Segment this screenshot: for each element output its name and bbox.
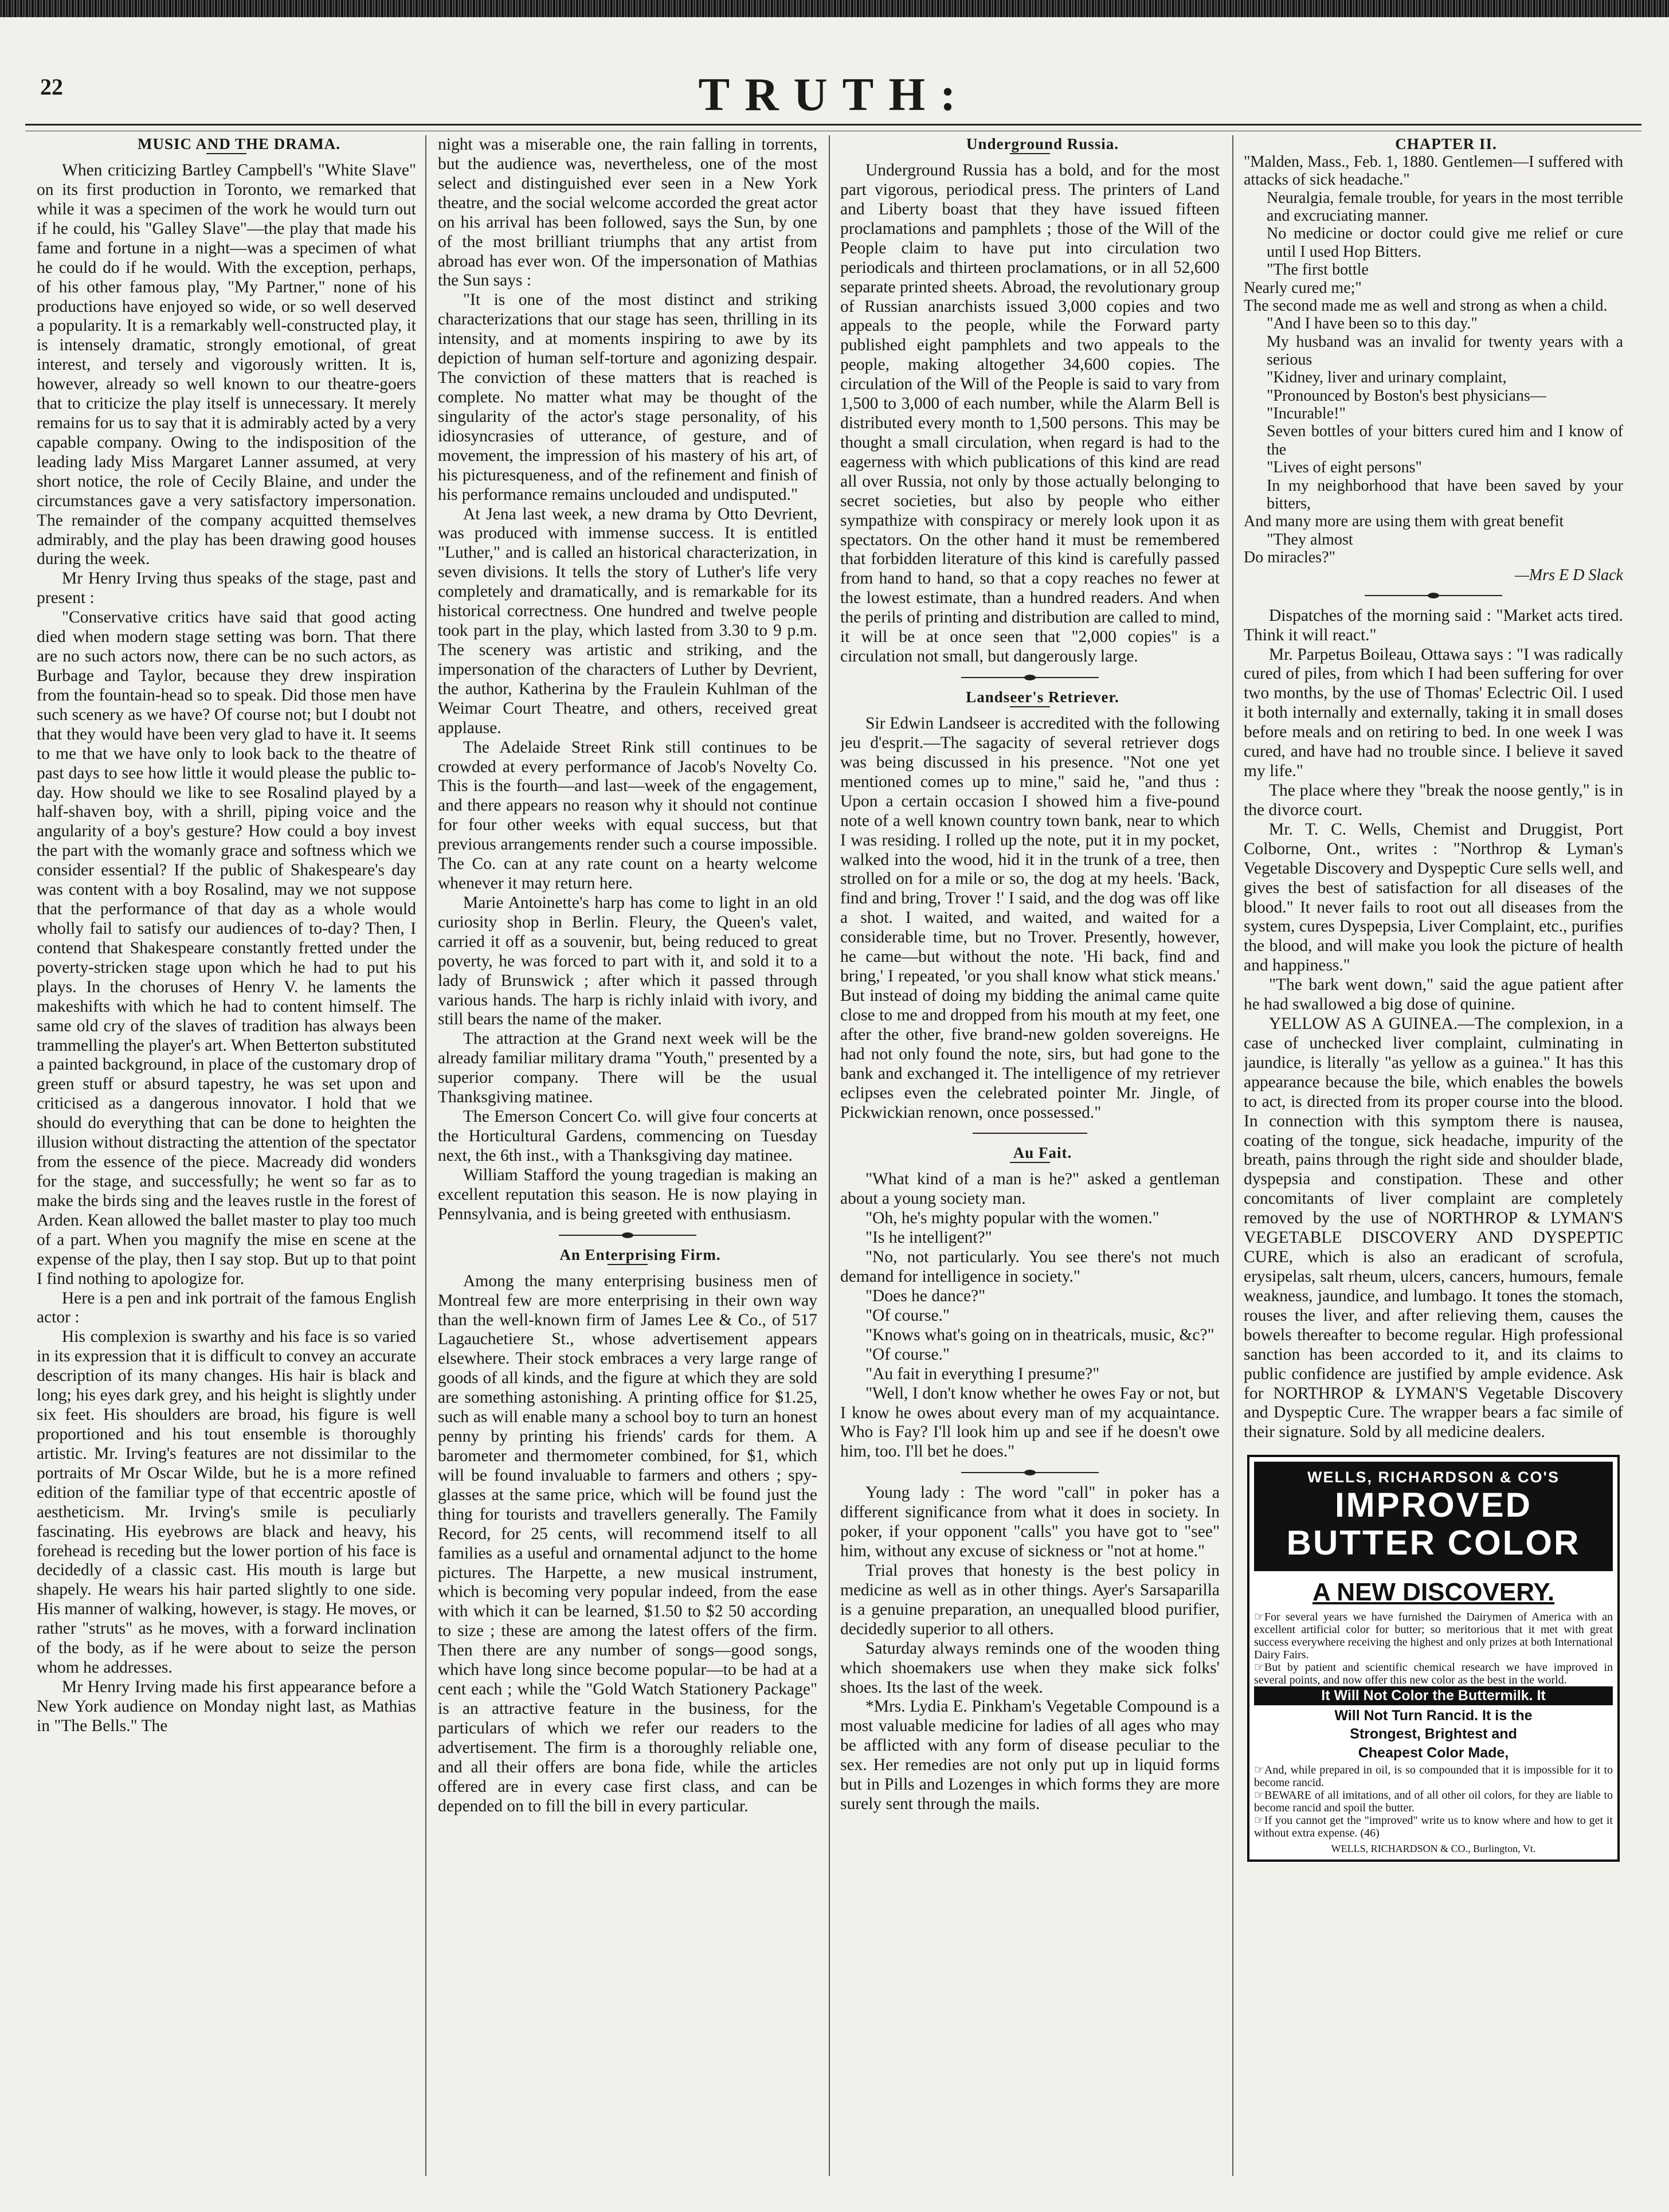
poem-line: And many more are using them with great benefit [1244, 512, 1564, 531]
ad-body-text: ☞But by patient and scientific chemical research we have improved in several points, and now offer this new color as the best in the world. [1254, 1661, 1613, 1686]
poem-line: The second made me as well and strong as when a child. [1244, 296, 1608, 315]
article-paragraph: William Stafford the young tragedian is making an excellent reputation this season. He is now playing in Pennsylvania, and is being greeted with enthusiasm. [438, 1165, 817, 1223]
ad-body-text: ☞And, while prepared in oil, is so compounded that it is impossible for it to become rancid. [1254, 1763, 1613, 1789]
article-paragraph: The Adelaide Street Rink still continues to be crowded at every performance of Jacob's Novelty Co. This is the fourth—and last—week of the engagement, and there appears no reason why it should not continue for four other weeks with equal success, but that previous arrangements render such a course impossible. The Co. can at any rate count on a hearty welcome whenever it may return here. [438, 738, 817, 893]
poem-line: "Lives of eight persons" [1267, 459, 1422, 477]
poem-line: "Malden, Mass., Feb. 1, 1880. Gentlemen—I suffered with attacks of sick headache." [1244, 153, 1623, 189]
article-paragraph: Marie Antoinette's harp has come to light in an old curiosity shop in Berlin. Fleury, the Queen's valet, carried it off as a souvenir, but, being reduced to great poverty, he was forced to part with it, and sold it to a lady of Brunswick ; after which it passed through various hands. The harp is richly inlaid with ivory, and still bears the name of the maker. [438, 893, 817, 1029]
article-paragraph: The attraction at the Grand next week will be the already familiar military drama "Youth," presented by a superior company. There will be the usual Thanksgiving matinee. [438, 1029, 817, 1107]
column-3 [840, 135, 1220, 2176]
ad-footer: WELLS, RICHARDSON & CO., Burlington, Vt. [1331, 1842, 1536, 1854]
poem-line: "Incurable!" [1267, 405, 1346, 423]
column-4 [1244, 135, 1623, 2176]
article-paragraph: "Well, I don't know whether he owes Fay or not, but I know he owes about every man of my acquaintance. Who is Fay? I'll look him up and see if he doesn't owe him, too. I'll bet he does." [840, 1384, 1220, 1461]
article-paragraph: Saturday always reminds one of the wooden thing which shoemakers use when they make sick folks' shoes. Its the last of the week. [840, 1639, 1220, 1697]
article-paragraph: Trial proves that honesty is the best policy in medicine as well as in other things. Ayer's Sarsaparilla is a genuine preparation, an unequalled blood purifier, decidedly superior to all others. [840, 1561, 1220, 1638]
poem-line: "They almost [1267, 530, 1353, 549]
poem-line: "And I have been so to this day." [1267, 315, 1478, 333]
ad-body-text: ☞If you cannot get the "improved" write us to know where and how to get it without extra expense. (46) [1254, 1814, 1613, 1839]
article-paragraph: YELLOW AS A GUINEA.—The complexion, in a case of unchecked liver complaint, culminating in jaundice, is literally "as yellow as a guinea." It has this appearance because the bile, which enables the bowels to act, is directed from its proper course into the blood. In connection with this symptom there is nausea, coating of the tongue, sick headache, impurity of the breath, pains through the right side and shoulder blade, dyspepsia and constipation. These and other concomitants of liver complaint are completely removed by the use of NORTHROP & LYMAN'S VEGETABLE DISCOVERY AND DYSPEPTIC CURE, which is also an eradicant of scrofula, erysipelas, salt rheum, ulcers, cancers, humours, female weakness, jaundice, and lumbago. It tones the stomach, rouses the liver, and after relieving them, causes the bowels thereafter to become regular. High professional sanction has been accorded to it, and its claims to public confidence are justified by ample evidence. Ask for NORTHROP & LYMAN'S Vegetable Discovery and Dyspeptic Cure. The wrapper bears a fac simile of their signature. Sold by all medicine dealers. [1244, 1015, 1623, 1442]
poem-line: Seven bottles of your bitters cured him and I know of the [1267, 422, 1623, 459]
chapter-heading: CHAPTER II. [1395, 135, 1497, 152]
section-divider [1365, 595, 1502, 596]
heading-stub-rule [1010, 706, 1050, 707]
column-divider [425, 135, 426, 2176]
column-2 [438, 135, 817, 2176]
article-paragraph: Mr Henry Irving made his first appearance before a New York audience on Monday night last, as Mathias in "The Bells." The [37, 1677, 416, 1735]
poem-line: "Pronounced by Boston's best physicians— [1267, 386, 1546, 405]
article-paragraph: Underground Russia has a bold, and for the most part vigorous, periodical press. The printers of Land and Liberty boast that they have issued fifteen proclamations and pamphlets ; those of the Will of the People claim to have put into circulation two periodicals and thirteen proclamations, or in all 52,600 separate printed sheets. Abroad, the revolutionary group of Russian anarchists issued 3,000 copies and two appeals to the people, while the Forward party published eight pamphlets and two appeals to the people, making altogether 34,600 copies. The circulation of the Will of the People is said to vary from 1,500 to 3,000 of each number, while the Alarm Bell is distributed every month to 1,500 persons. This may be thought a small circulation, when regard is had to the eagerness with which publications of this kind are read all over Russia, not only by those actually belonging to secret societies, but also by people who either sympathize with conspiracy or merely look upon it as spectators. On the other hand it must be remembered that forbidden literature of this kind is carefully passed from hand to hand, so that a copy reaches no fewer at the lowest estimate, than a hundred readers. And when the perils of printing and distribution are called to mind, it will be at once seen that "2,000 copies" is a circulation not small, but dangerously large. [840, 161, 1220, 666]
column-divider [829, 135, 830, 2176]
article-paragraph: Mr. T. C. Wells, Chemist and Druggist, Port Colborne, Ont., writes : "Northrop & Lyman's Vegetable Discovery and Dyspeptic Cure sells well, and gives the best of satisfaction for all diseases of the blood." It never fails to root out all diseases from the system, cures Dyspepsia, Liver Complaint, etc., purifies the blood, and will make you look the picture of health and happiness." [1244, 820, 1623, 975]
masthead-title: TRUTH: [698, 68, 971, 120]
article-paragraph: "Knows what's going on in theatricals, music, &c?" [865, 1325, 1214, 1344]
column-1 [37, 135, 416, 2176]
article-paragraph: When criticizing Bartley Campbell's "White Slave" on its first production in Toronto, we remarked that while it was a specimen of the work he would turn out if he could, his "Galley Slave"—the play that made his fame and fortune in a night—was a specimen of what he could do if he would. With the exception, perhaps, of his other famous play, "My Partner," none of his productions have enjoyed so wide, or so well deserved a popularity. It is a remarkably well-constructed play, it is intensely dramatic, strongly emotional, of great interest, and tersely and vigorously written. It is, however, already so well known to our theatre-goers that to criticize the play itself is unnecessary. It merely remains for us to say that it is admirably acted by a very capable company. Owing to the indisposition of the leading lady Miss Margaret Lanner assumed, at very short notice, the role of Cecily Blaine, and under the circumstances gave a very satisfactory impersonation. The remainder of the company acquitted themselves admirably, and the play has been drawing good houses during the week. [37, 161, 416, 569]
testimonial-signature: —Mrs E D Slack [1515, 566, 1623, 585]
ad-bold-line: Strongest, Brightest and [1350, 1726, 1517, 1743]
article-paragraph: Mr. Parpetus Boileau, Ottawa says : "I was radically cured of piles, from which I had been suffering for over two months, by the use of Thomas' Eclectric Oil. I used it both internally and externally, taking it in small doses before meals and on retiring to bed. In one week I was cured, and have had no trouble since. I believe it saved my life." [1244, 645, 1623, 781]
article-paragraph: "Au fait in everything I presume?" [865, 1364, 1100, 1383]
ad-title-line-1: IMPROVED [1334, 1486, 1533, 1525]
poem-line: Neuralgia, female trouble, for years in the most terrible and excruciating manner. [1267, 189, 1623, 225]
poem-line: Do miracles?" [1244, 548, 1335, 566]
column-divider [1232, 135, 1233, 2176]
ad-body-text: ☞For several years we have furnished the Dairymen of America with an excellent artificial color for butter; so meritorious that it met with great success everywhere receiving the highest and only prizes at both International Dairy Fairs. [1254, 1610, 1613, 1661]
poem-line: "The first bottle [1267, 261, 1369, 279]
article-paragraph: "What kind of a man is he?" asked a gentleman about a young society man. [840, 1170, 1220, 1208]
article-heading: MUSIC AND THE DRAMA. [137, 135, 341, 152]
article-paragraph: "Does he dance?" [865, 1287, 986, 1305]
article-paragraph: "No, not particularly. You see there's not much demand for intelligence in society." [840, 1248, 1220, 1286]
article-paragraph: His complexion is swarthy and his face is so varied in its expression that it is difficult to convey an accurate description of its many changes. His hair is black and long; his eyes dark grey, and his height is slightly under six feet. His shoulders are broad, his figure is well proportioned and his tout ensemble is thoroughly artistic. Mr. Irving's features are not dissimilar to the portraits of Mr Oscar Wilde, but he is a more refined edition of the familiar type of that eccentric apostle of aestheticism. Mr. Irving's smile is peculiarly fascinating. His eyebrows are black and heavy, his forehead is receding but the lower portion of his face is decidedly of a classic cast. His mouth is large but shapely. He wears his hair parted slightly to one side. His manner of walking, however, is stagy. He moves, or rather "struts" as he moves, with a forward inclination of the body, as if he were about to seize the person whom he addresses. [37, 1328, 416, 1677]
article-heading: An Enterprising Firm. [559, 1246, 721, 1263]
heading-stub-rule [608, 1264, 648, 1265]
ad-subtitle: A NEW DISCOVERY. [1312, 1578, 1555, 1607]
article-paragraph: "It is one of the most distinct and striking characterizations that our stage has seen, thrilling in its intensity, and at moments inspiring to awe by its depiction of human self-torture and agonizing despair. The conviction of these matters that is reached is complete. No matter what may be thought of the singularity of the actor's stage personality, of his idiosyncrasies of utterance, of gesture, and of movement, the impression of his mastery of his art, of his picturesqueness, and of the refinement and finish of his performance remains unclouded and undisputed." [438, 291, 817, 504]
ad-brand: WELLS, RICHARDSON & CO'S [1307, 1469, 1560, 1486]
article-paragraph: Dispatches of the morning said : "Market acts tired. Think it will react." [1244, 606, 1623, 644]
header-rule [25, 124, 1641, 126]
poem-line: Nearly cured me;" [1244, 279, 1362, 297]
article-paragraph: The Emerson Concert Co. will give four concerts at the Horticultural Gardens, commencing on Tuesday next, the 6th inst., with a Thanksgiving day matinee. [438, 1107, 817, 1165]
ad-title-line-2: BUTTER COLOR [1286, 1524, 1581, 1563]
butter-color-advertisement [1247, 1455, 1620, 1861]
article-paragraph: night was a miserable one, the rain falling in torrents, but the audience was, nevertheless, one of the most select and distinguished ever seen in a New York theatre, and the social welcome accorded the great actor on his arrival has been followed, says the Sun, by one of the most brilliant triumphs that any artist from abroad has ever won. Of the impersonation of Mathias the Sun says : [438, 135, 817, 290]
page-top-border [0, 0, 1669, 17]
poem-line: In my neighborhood that have been saved by your bitters, [1267, 476, 1623, 512]
section-divider [559, 1235, 696, 1236]
article-paragraph: "Oh, he's mighty popular with the women." [865, 1209, 1159, 1228]
ad-highlight-bar: It Will Not Color the Buttermilk. It [1254, 1686, 1613, 1705]
article-paragraph: Young lady : The word "call" in poker has a different significance from what it does in society. In poker, if your opponent "calls" you have got to "see" him, without any excuse of sickness or "not at home." [840, 1483, 1220, 1561]
poem-line: My husband was an invalid for twenty years with a serious [1267, 332, 1623, 369]
heading-stub-rule [1010, 1162, 1050, 1163]
article-paragraph: "Is he intelligent?" [865, 1228, 992, 1247]
heading-stub-rule [1010, 153, 1050, 154]
section-divider [973, 1133, 1087, 1134]
ad-bold-line: Cheapest Color Made, [1358, 1745, 1509, 1761]
article-paragraph: "Of course." [865, 1345, 950, 1364]
ad-body-text: ☞BEWARE of all imitations, and of all other oil colors, for they are liable to become rancid and spoil the butter. [1254, 1788, 1613, 1814]
article-paragraph: Among the many enterprising business men of Montreal few are more enterprising in their own way than the well-known firm of James Lee & Co., of 517 Lagauchetiere St., whose advertisement appears elsewhere. Their stock embraces a very large range of goods of all kinds, and the figure at which they are sold are something astonishing. A printing office for $1.25, such as will enable many a school boy to turn an honest penny by printing his friends' cards for them. A barometer and thermometer combined, for $1, which will be found invaluable to farmers and others ; spy-glasses at the same price, which will be found just the thing for tourists and travellers generally. The Family Record, for 25 cents, will recommend itself to all families as a useful and ornamental adjunct to the home pictures. The Harpette, a new musical instrument, which is becoming very popular indeed, from the ease with which it can be learned, $1.50 to $2 50 according to size ; these are among the latest offers of the firm. Then there are any number of songs—good songs, which have long since become popular—to be had at a cent each ; while the "Gold Watch Stationery Package" is an attractive feature in the business, for the particulars of which we refer our readers to the advertisement. The firm is a thoroughly reliable one, and all their offers are bona fide, while the articles offered are in every case first class, and can be depended on to fill the bill in every particular. [438, 1271, 817, 1815]
poem-line: "Kidney, liver and urinary complaint, [1267, 369, 1507, 387]
page-number: 22 [40, 74, 63, 100]
section-divider [961, 1472, 1099, 1473]
article-paragraph: At Jena last week, a new drama by Otto Devrient, was produced with immense success. It is entitled "Luther," and is called an historical characterization, in seven divisions. It tells the story of Luther's life very completely and dramatically, and is remarkable for its historical correctness. One hundred and twelve people took part in the play, which lasted from 3.30 to 9 p.m. The scenery was artistic and striking, and the impersonation of the characters of Luther by Devrient, the author, Katherina by the Fraulein Kuhlman of the Weimar Court Theatre, and others, received great applause. [438, 504, 817, 737]
section-divider [961, 677, 1099, 678]
article-heading: Underground Russia. [966, 135, 1119, 152]
article-paragraph: Mr Henry Irving thus speaks of the stage, past and present : [37, 569, 416, 608]
article-paragraph: "Conservative critics have said that good acting died when modern stage setting was born. That there are no such actors now, there can be no such actors, as Burbage and Taylor, because they drew inspiration from the fountain-head so to speak. Did those men have such scenery as we have? Of course not; but I doubt not that they would have been very glad to have it. It seems to me that we have only to look back to the theatre of past days to see how little it would please the public to-day. How should we like to see Rosalind played by a half-shaven boy, with a shrill, piping voice and the angularity of a boy's gesture? How could a boy invest the part with the womanly grace and softness which we consider essential? If the public of Shakespeare's day was content with a boy Rosalind, may we not suppose that the performance of that day as a whole would wholly fail to satisfy our audiences of to-day? Then, I contend that Shakespeare constantly fretted under the poverty-stricken stage upon which he had to put his plays. In the choruses of Henry V. he laments the makeshifts with which he had to content himself. The same old cry of the slaves of tradition has always been trammelling the player's art. When Betterton substituted a painted background, in place of the customary drop of green stuff or absurd tapestry, he was set upon and criticised as a dangerous innovator. I hold that we should do everything that can be done to heighten the illusion without distracting the attention of the spectator from the essence of the piece. Macready did wonders for the stage, and successfully; he went so far as to make the birds sing and the leaves rustle in the forest of Arden. Kean allowed the ballet master to play too much of a part. When you magnify the mise en scene at the expense of the play, then I say stop. But up to that point I find nothing to apologize for. [37, 608, 416, 1288]
article-paragraph: Here is a pen and ink portrait of the famous English actor : [37, 1289, 416, 1327]
article-paragraph: The place where they "break the noose gently," is in the divorce court. [1244, 781, 1623, 819]
article-paragraph: "Of course." [865, 1306, 950, 1325]
article-paragraph: Sir Edwin Landseer is accredited with the following jeu d'esprit.—The sagacity of several retriever dogs was being discussed in his presence. "Not one yet mentioned comes up to mine," said he, "and thus : Upon a certain occasion I showed him a five-pound note of a well known country town bank, near to which I was residing. I rolled up the note, put it in my pocket, walked into the wood, hid it in the trunk of a tree, then strolled on for a mile or so, the dog at my heels. 'Back, find and bring, Trover !' I said, and the dog was off like a shot. I waited, and waited, and waited for a considerable time, but no Trover. Presently, however, he came—but without the note. 'Hi back, find and bring,' I repeated, 'or you shall know what stick means.' But instead of doing my bidding the animal came quite close to me and dropped from his mouth at my feet, one after the other, five brand-new golden sovereigns. He had not only found the note, sirs, but had gone to the bank and exchanged it. The intelligence of my retriever eclipses even the celebrated pointer Mr. Jingle, of Pickwickian renown, once possessed." [840, 714, 1220, 1122]
article-heading: Landseer's Retriever. [966, 688, 1119, 706]
article-heading: Au Fait. [1013, 1144, 1072, 1162]
ad-banner [1254, 1462, 1613, 1571]
ad-bold-line: Will Not Turn Rancid. It is the [1334, 1707, 1533, 1724]
poem-line: No medicine or doctor could give me relief or cure until I used Hop Bitters. [1267, 225, 1623, 261]
testimonial-poem [1244, 153, 1623, 585]
heading-stub-rule [206, 153, 246, 154]
article-paragraph: "The bark went down," said the ague patient after he had swallowed a big dose of quinine. [1244, 976, 1623, 1014]
article-paragraph: *Mrs. Lydia E. Pinkham's Vegetable Compound is a most valuable medicine for ladies of all ages who may be afflicted with any form of disease peculiar to the sex. Her remedies are not only put up in liquid forms but in Pills and Lozenges in which forms they are more surely sent through the mails. [840, 1697, 1220, 1814]
